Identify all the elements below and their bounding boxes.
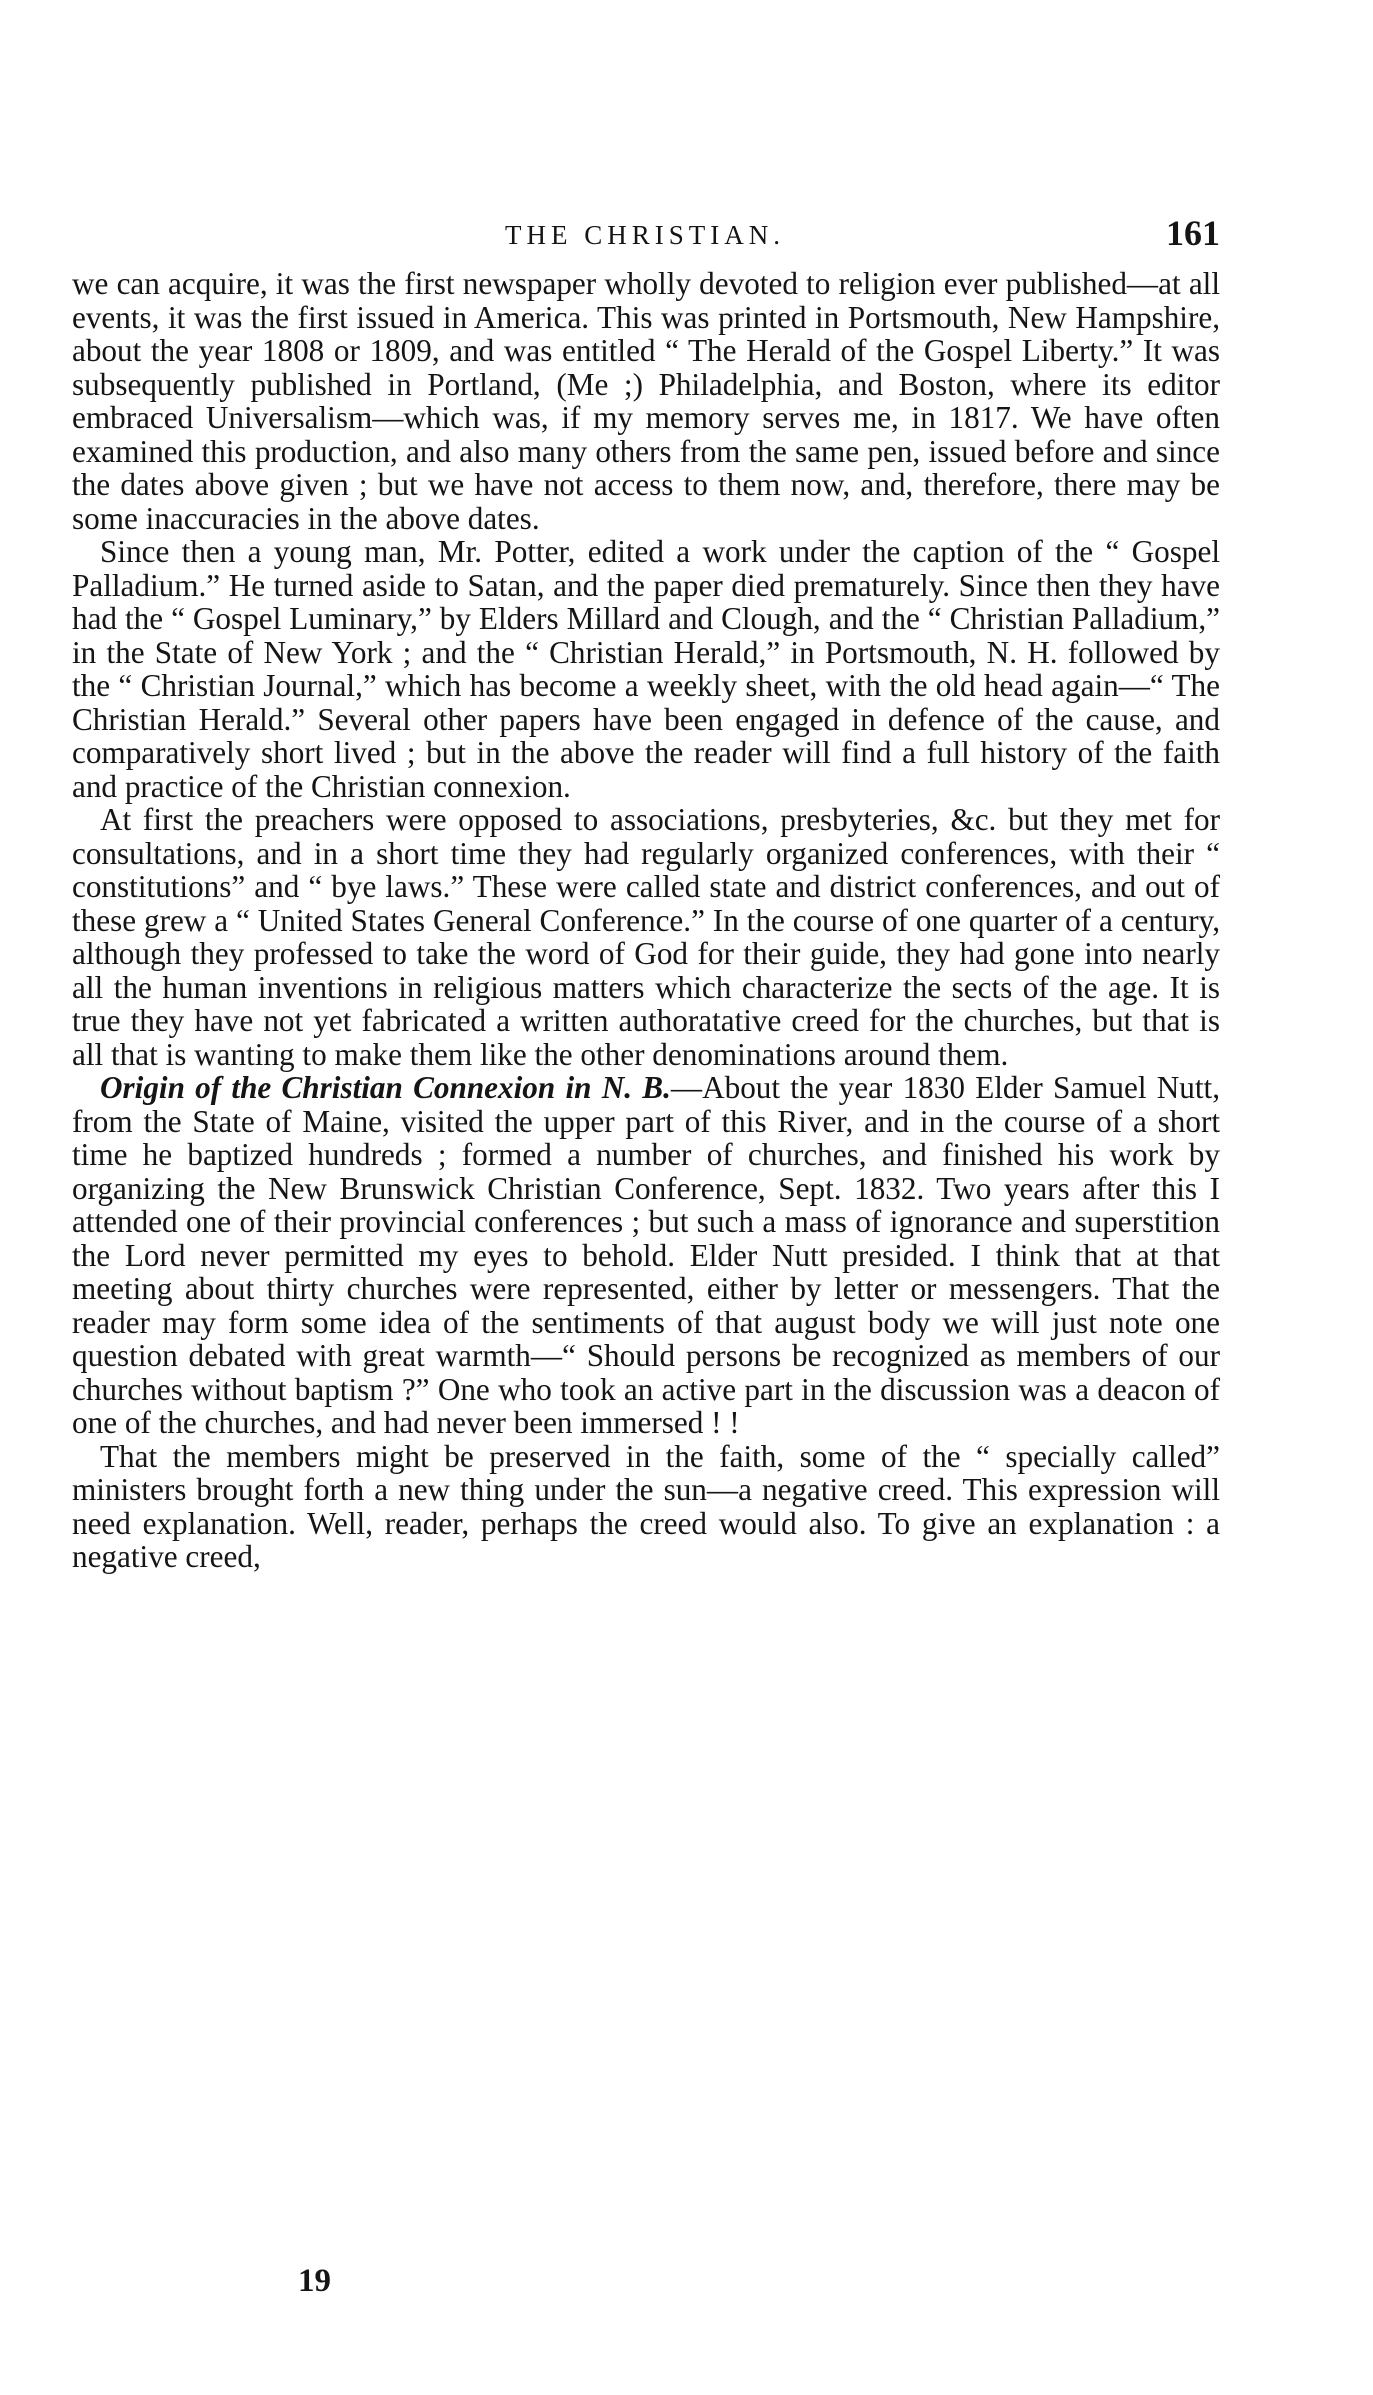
paragraph-text: we can acquire, it was the first newspaper wholly devoted to religion ever published—at all events, it was the first issued in America. This was printed in Portsmouth, New Hampshire, about the year 1808 or 1809, and was entitled “ The Herald of the Gospel Liberty.” It was subsequently published in Portland, (Me ;) Philadelphia, and Boston, where its editor embraced Universalism—which was, if my memory serves me, in 1817. We have often examined this production, and also many others from the same pen, issued before and since the dates above given ; but we have not access to them now, and, therefore, there may be some inaccuracies in the above dates. bbox=[72, 266, 1220, 536]
paragraph-5 bbox=[72, 1440, 1220, 1574]
paragraph-2 bbox=[72, 535, 1220, 803]
running-head: THE CHRISTIAN. bbox=[505, 220, 785, 250]
paragraph-text: That the members might be preserved in the faith, some of the “ specially called” ministers brought forth a new thing under the sun—a negative creed. This expression will need explanation. Well, reader, perhaps the creed would also. To give an explanation : a negative creed, bbox=[72, 1438, 1220, 1574]
paragraph-text: At first the preachers were opposed to associations, presbyteries, &c. but they met for consultations, and in a short time they had regularly organized conferences, with their “ constitutions” and “ bye laws.” These were called state and district conferences, and out of these grew a “ United States General Conference.” In the course of one quarter of a century, although they professed to take the word of God for their guide, they had gone into nearly all the human inventions in religious matters which characterize the sects of the age. It is true they have not yet fabricated a written authoratative creed for the churches, but that is all that is wanting to make them like the other denominations around them. bbox=[72, 802, 1220, 1072]
paragraph-text: —About the year 1830 Elder Samuel Nutt, from the State of Maine, visited the upper part of this River, and in the course of a short time he baptized hundreds ; formed a number of churches, and finished his work by organizing the New Brunswick Christian Conference, Sept. 1832. Two years after this I attended one of their provincial conferences ; but such a mass of ignorance and superstition the Lord never permitted my eyes to behold. Elder Nutt presided. I think that at that meeting about thirty churches were represented, either by letter or messengers. That the reader may form some idea of the sentiments of that august body we will just note one question debated with great warmth—“ Should persons be recognized as members of our churches without baptism ?” One who took an active part in the discussion was a deacon of one of the churches, and had never been immersed ! ! bbox=[72, 1070, 1221, 1440]
signature-mark: 19 bbox=[298, 2263, 331, 2299]
paragraph-4 bbox=[72, 1071, 1220, 1440]
paragraph-text: Since then a young man, Mr. Potter, edited a work under the caption of the “ Gospel Palladium.” He turned aside to Satan, and the paper died prematurely. Since then they have had the “ Gospel Luminary,” by Elders Millard and Clough, and the “ Christian Palladium,” in the State of New York ; and the “ Christian Herald,” in Portsmouth, N. H. followed by the “ Christian Journal,” which has become a weekly sheet, with the old head again—“ The Christian Herald.” Several other papers have been engaged in defence of the cause, and comparatively short lived ; but in the above the reader will find a full history of the faith and practice of the Christian connexion. bbox=[72, 534, 1220, 804]
body-text bbox=[72, 267, 1220, 1574]
page-number: 161 bbox=[1166, 213, 1220, 253]
paragraph-3 bbox=[72, 803, 1220, 1071]
page-header bbox=[70, 212, 1220, 252]
section-heading: Origin of the Christian Connexion in N. B. bbox=[100, 1070, 671, 1105]
paragraph-1 bbox=[72, 267, 1220, 535]
